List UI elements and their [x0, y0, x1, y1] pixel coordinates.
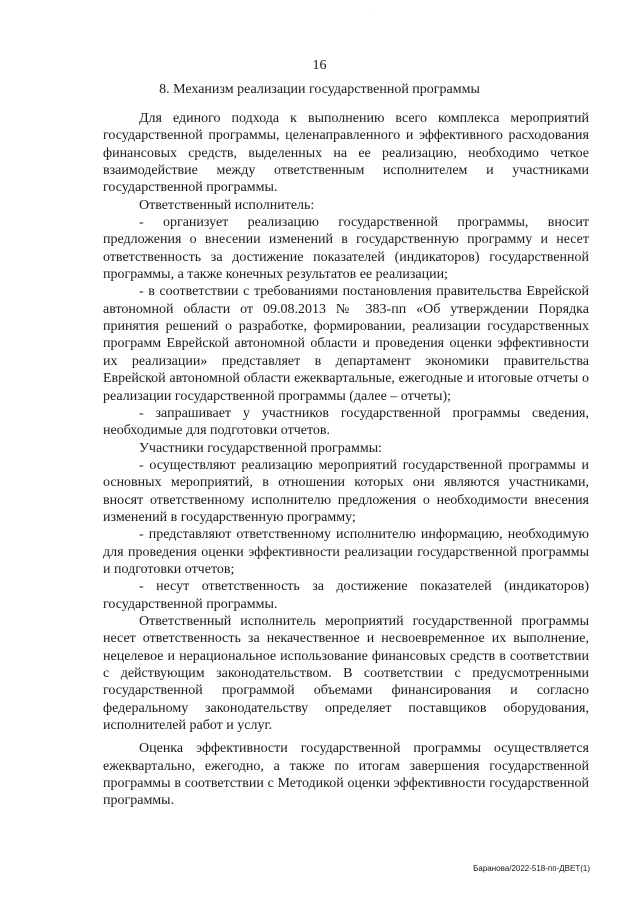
paragraph: Участники государственной программы:: [139, 440, 383, 456]
paragraph: - в соответствии с требованиями постановления правительства Еврейской автономной области от 09.08.2013 № 383-пп «Об утверждении Порядка принятия решений о разработке, формировании, реализации государственных программ Еврейской автономной области и проведения оценки эффективности их реализации» представляет в департамент экономики правительства Еврейской автономной области ежеквартальные, ежегодные и итоговые отчеты о реализации государственной программы (далее – отчеты);: [103, 284, 589, 404]
document-footer-code: Баранова/2022-518-пп-ДВЕТ(1): [473, 864, 590, 873]
paragraph: - осуществляют реализацию мероприятий государственной программы и основных мероприятий, в отношении которых они являются участниками, вносят ответственному исполнителю предложения о необходимости внесения изменений в государственную программу;: [103, 457, 589, 525]
paragraph: Оценка эффективности государственной программы осуществляется ежеквартально, ежегодно, а также по итогам завершения государственной программы в соответствии с Методикой оценки эффективности государственной программы.: [103, 741, 589, 809]
paragraph: Ответственный исполнитель мероприятий государственной программы несет ответственность за некачественное и несвоевременное их выполнение, нецелевое и нерациональное использование финансовых средств в соответствии с действующим законодательством. В соответствии с предусмотренными государственной программой объемами финансирования и согласно федеральному законодательству определяет поставщиков оборудования, исполнителей работ и услуг.: [103, 613, 589, 734]
section-heading: 8. Механизм реализации государственной программы: [159, 82, 480, 97]
body-text: [103, 110, 589, 810]
paragraph: Ответственный исполнитель:: [139, 197, 315, 213]
paragraph: - представляют ответственному исполнителю информацию, необходимую для проведения оценки эффективности реализации государственной программы и подготовки отчетов;: [103, 527, 589, 577]
paragraph: - запрашивает у участников государственной программы сведения, необходимые для подготовки отчетов.: [103, 405, 589, 439]
scan-artifact-dot: ·: [370, 8, 372, 14]
page-number: 16: [312, 58, 327, 73]
paragraph: Для единого подхода к выполнению всего комплекса мероприятий государственной программы, целенаправленного и эффективного расходования финансовых средств, выделенных на ее реализацию, необходимо четкое взаимодействие между ответственным исполнителем и участниками государственной программы.: [103, 111, 589, 196]
paragraph: - организует реализацию государственной программы, вносит предложения о внесении изменений в государственную программу и несет ответственность за достижение показателей (индикаторов) государственной программы, а также конечных результатов ее реализации;: [103, 215, 589, 283]
paragraph: - несут ответственность за достижение показателей (индикаторов) государственной программы.: [103, 579, 589, 612]
